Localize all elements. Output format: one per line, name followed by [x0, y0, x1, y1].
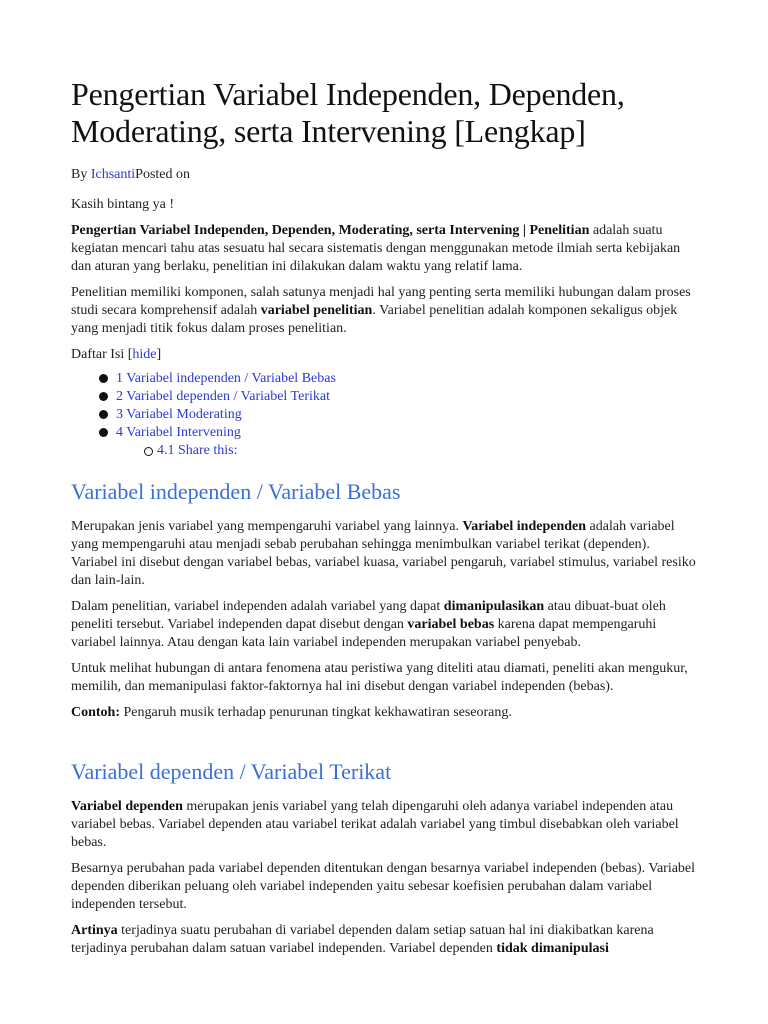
s2p1-post: merupakan jenis variabel yang telah dipengaruhi oleh adanya variabel independen atau variabel bebas. Variabel dependen atau variabel terikat adalah variabel yang timbul disebabkan oleh variabel bebas.: [71, 799, 679, 850]
intro-paragraph-2: [71, 284, 698, 338]
section1-paragraph-3: Untuk melihat hubungan di antara fenomena atau peristiwa yang diteliti atau diamati, peneliti akan mengukur, memilih, dan memanipulasi faktor-faktornya hal ini disebut dengan variabel independen (bebas).: [71, 661, 688, 694]
bullet-icon: [99, 410, 108, 419]
toc-hide-link[interactable]: hide: [132, 347, 157, 362]
s2p3-mid: terjadinya suatu perubahan di variabel dependen dalam setiap satuan hal ini diakibatkan karena terjadinya perubahan dalam satuan variabel independen. Variabel dependen: [71, 923, 654, 956]
table-of-contents: [71, 370, 698, 460]
s1p1-pre: Merupakan jenis variabel yang mempengaruhi variabel yang lainnya.: [71, 519, 463, 534]
section1-paragraph-1: [71, 518, 698, 590]
s1p4-post: Pengaruh musik terhadap penurunan tingkat kekhawatiran seseorang.: [120, 705, 512, 720]
s1p2-post: karena dapat mempengaruhi variabel lainnya. Atau dengan kata lain variabel independen merupakan variabel penyebab.: [71, 617, 657, 650]
section1-paragraph-2: [71, 598, 698, 652]
intro-paragraph-1: [71, 222, 698, 276]
toc-link-3[interactable]: 3 Variabel Moderating: [116, 407, 242, 422]
toc-link-4[interactable]: 4 Variabel Intervening: [116, 425, 241, 440]
toc-header: [71, 346, 698, 364]
bullet-icon: [99, 374, 108, 383]
toc-label: Daftar Isi [: [71, 347, 133, 362]
section2-paragraph-1: [71, 798, 698, 852]
s2p1-bold: Variabel dependen: [71, 799, 183, 814]
section1-example: [71, 704, 698, 722]
section-heading-dependen: Variabel dependen / Variabel Terikat: [71, 759, 392, 784]
toc-item: [71, 424, 698, 442]
s1p4-bold: Contoh:: [71, 705, 121, 720]
intro-1-bold: Pengertian Variabel Independen, Dependen, Moderating, serta Intervening | Penelitian: [71, 223, 590, 238]
intro-1-rest: adalah suatu kegiatan mencari tahu atas sesuatu hal secara sistematis dengan menggunakan metode ilmiah serta kebijakan dan aturan yang berlaku, penelitian ini dilakukan dalam waktu yang relatif lama.: [71, 223, 681, 274]
section-heading-independen: Variabel independen / Variabel Bebas: [71, 479, 401, 504]
intro-2-bold: variabel penelitian: [260, 303, 373, 318]
article-title: Pengertian Variabel Independen, Dependen, Moderating, serta Intervening [Lengkap]: [71, 76, 625, 149]
s1p1-bold: Variabel independen: [462, 519, 587, 534]
bullet-icon: [99, 392, 108, 401]
toc-sub-item: [71, 442, 698, 460]
toc-item: [71, 406, 698, 424]
toc-link-1[interactable]: 1 Variabel independen / Variabel Bebas: [116, 371, 336, 386]
s1p2-bold1: dimanipulasikan: [443, 599, 545, 614]
toc-label-end: ]: [156, 347, 162, 362]
section2-paragraph-3: [71, 922, 698, 958]
s1p2-bold2: variabel bebas: [407, 617, 495, 632]
byline-posted: Posted on: [135, 167, 191, 182]
toc-item: [71, 370, 698, 388]
toc-link-4-1[interactable]: 4.1 Share this:: [157, 443, 238, 458]
s1p1-post: adalah variabel yang mempengaruhi atau menjadi sebab perubahan sehingga menimbulkan variabel terikat (dependen). Variabel ini disebut dengan variabel bebas, variabel kuasa, variabel pengaruh, variabel stimulus, variabel resiko dan lain-lain.: [71, 519, 696, 588]
intro-2-pre: Penelitian memiliki komponen, salah satunya menjadi hal yang penting serta memiliki hubungan dalam proses studi secara komprehensif adalah: [71, 285, 691, 318]
section2-paragraph-2: Besarnya perubahan pada variabel dependen ditentukan dengan besarnya variabel independen (bebas). Variabel dependen diberikan peluang oleh variabel independen yaitu sebesar koefisien perubahan dalam variabel independen tersebut.: [71, 861, 696, 912]
intro-2-post: . Variabel penelitian adalah komponen sekaligus objek yang menjadi titik fokus dalam proses penelitian.: [71, 303, 678, 336]
circle-bullet-icon: [144, 447, 153, 456]
rating-text: Kasih bintang ya !: [71, 197, 175, 212]
author-link[interactable]: Ichsanti: [90, 167, 136, 182]
s2p3-bold1: Artinya: [71, 923, 118, 938]
byline: [71, 166, 698, 184]
s1p2-mid: atau dibuat-buat oleh peneliti tersebut. Variabel independen dapat disebut dengan: [71, 599, 666, 632]
s2p3-bold2: tidak dimanipulasi: [496, 941, 609, 956]
toc-item: [71, 388, 698, 406]
bullet-icon: [99, 428, 108, 437]
toc-link-2[interactable]: 2 Variabel dependen / Variabel Terikat: [116, 389, 330, 404]
byline-by: By: [71, 167, 91, 182]
s1p2-pre: Dalam penelitian, variabel independen adalah variabel yang dapat: [71, 599, 444, 614]
